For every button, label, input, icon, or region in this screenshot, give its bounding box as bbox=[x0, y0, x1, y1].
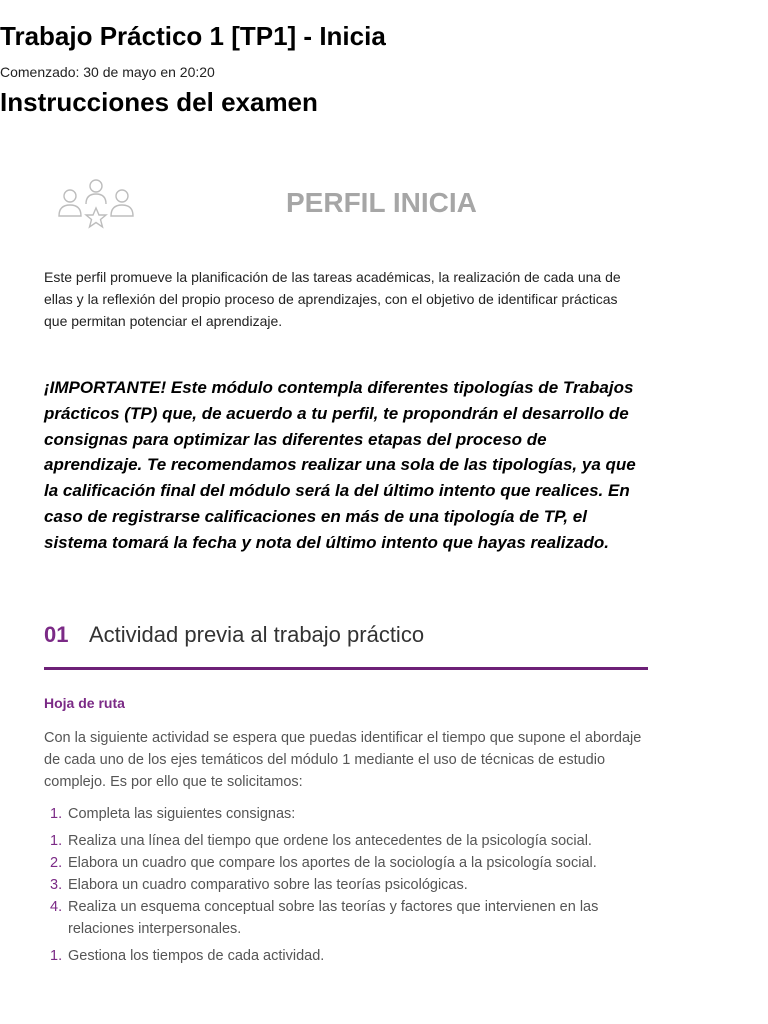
activity-title: Actividad previa al trabajo práctico bbox=[89, 622, 425, 647]
activity-divider bbox=[44, 667, 648, 670]
activity-number: 01 bbox=[44, 622, 69, 647]
instruction-list-time bbox=[44, 945, 644, 967]
people-group-icon bbox=[55, 178, 137, 232]
list-item: 4. Realiza un esquema conceptual sobre las teorías y factores que intervienen en las relaciones interpersonales. bbox=[50, 899, 599, 937]
instruction-list-tasks bbox=[44, 830, 644, 940]
profile-title: PERFIL INICIA bbox=[286, 187, 477, 218]
list-item: 1. Realiza una línea del tiempo que ordene los antecedentes de la psicología social. bbox=[50, 833, 592, 849]
list-item: 1. Gestiona los tiempos de cada actividad. bbox=[50, 948, 325, 964]
roadmap-text: Con la siguiente actividad se espera que puedas identificar el tiempo que supone el abordaje de cada uno de los ejes temáticos del módulo 1 mediante el uso de técnicas de estudio complejo. Es por ello que te solicitamos: bbox=[44, 730, 642, 790]
instruction-list-intro bbox=[44, 803, 644, 825]
started-timestamp: Comenzado: 30 de mayo en 20:20 bbox=[0, 64, 215, 80]
page-title: Trabajo Práctico 1 [TP1] - Inicia bbox=[0, 21, 386, 51]
activity-header bbox=[44, 620, 648, 654]
important-notice: ¡IMPORTANTE! Este módulo contempla diferentes tipologías de Trabajos prácticos (TP) que, de acuerdo a tu perfil, te propondrán el desarrollo de consignas para optimizar las diferentes etapas del proceso de aprendizaje. Te recomendamos realizar una sola de las tipologías, ya que la calificación final del módulo será la del último intento que realices. En caso de registrarse calificaciones en más de una tipología de TP, el sistema tomará la fecha y nota del último intento que hayas realizado. bbox=[44, 378, 636, 552]
list-item: 1. Completa las siguientes consignas: bbox=[50, 806, 296, 822]
profile-description: Este perfil promueve la planificación de las tareas académicas, la realización de cada una de ellas y la reflexión del propio proceso de aprendizajes, con el objetivo de identificar prácticas que permitan potenciar el aprendizaje. bbox=[44, 269, 621, 329]
roadmap-label: Hoja de ruta bbox=[44, 695, 125, 711]
instructions-heading: Instrucciones del examen bbox=[0, 87, 318, 117]
list-item: 2. Elabora un cuadro que compare los aportes de la sociología a la psicología social. bbox=[50, 855, 597, 871]
list-item: 3. Elabora un cuadro comparativo sobre las teorías psicológicas. bbox=[50, 877, 468, 893]
